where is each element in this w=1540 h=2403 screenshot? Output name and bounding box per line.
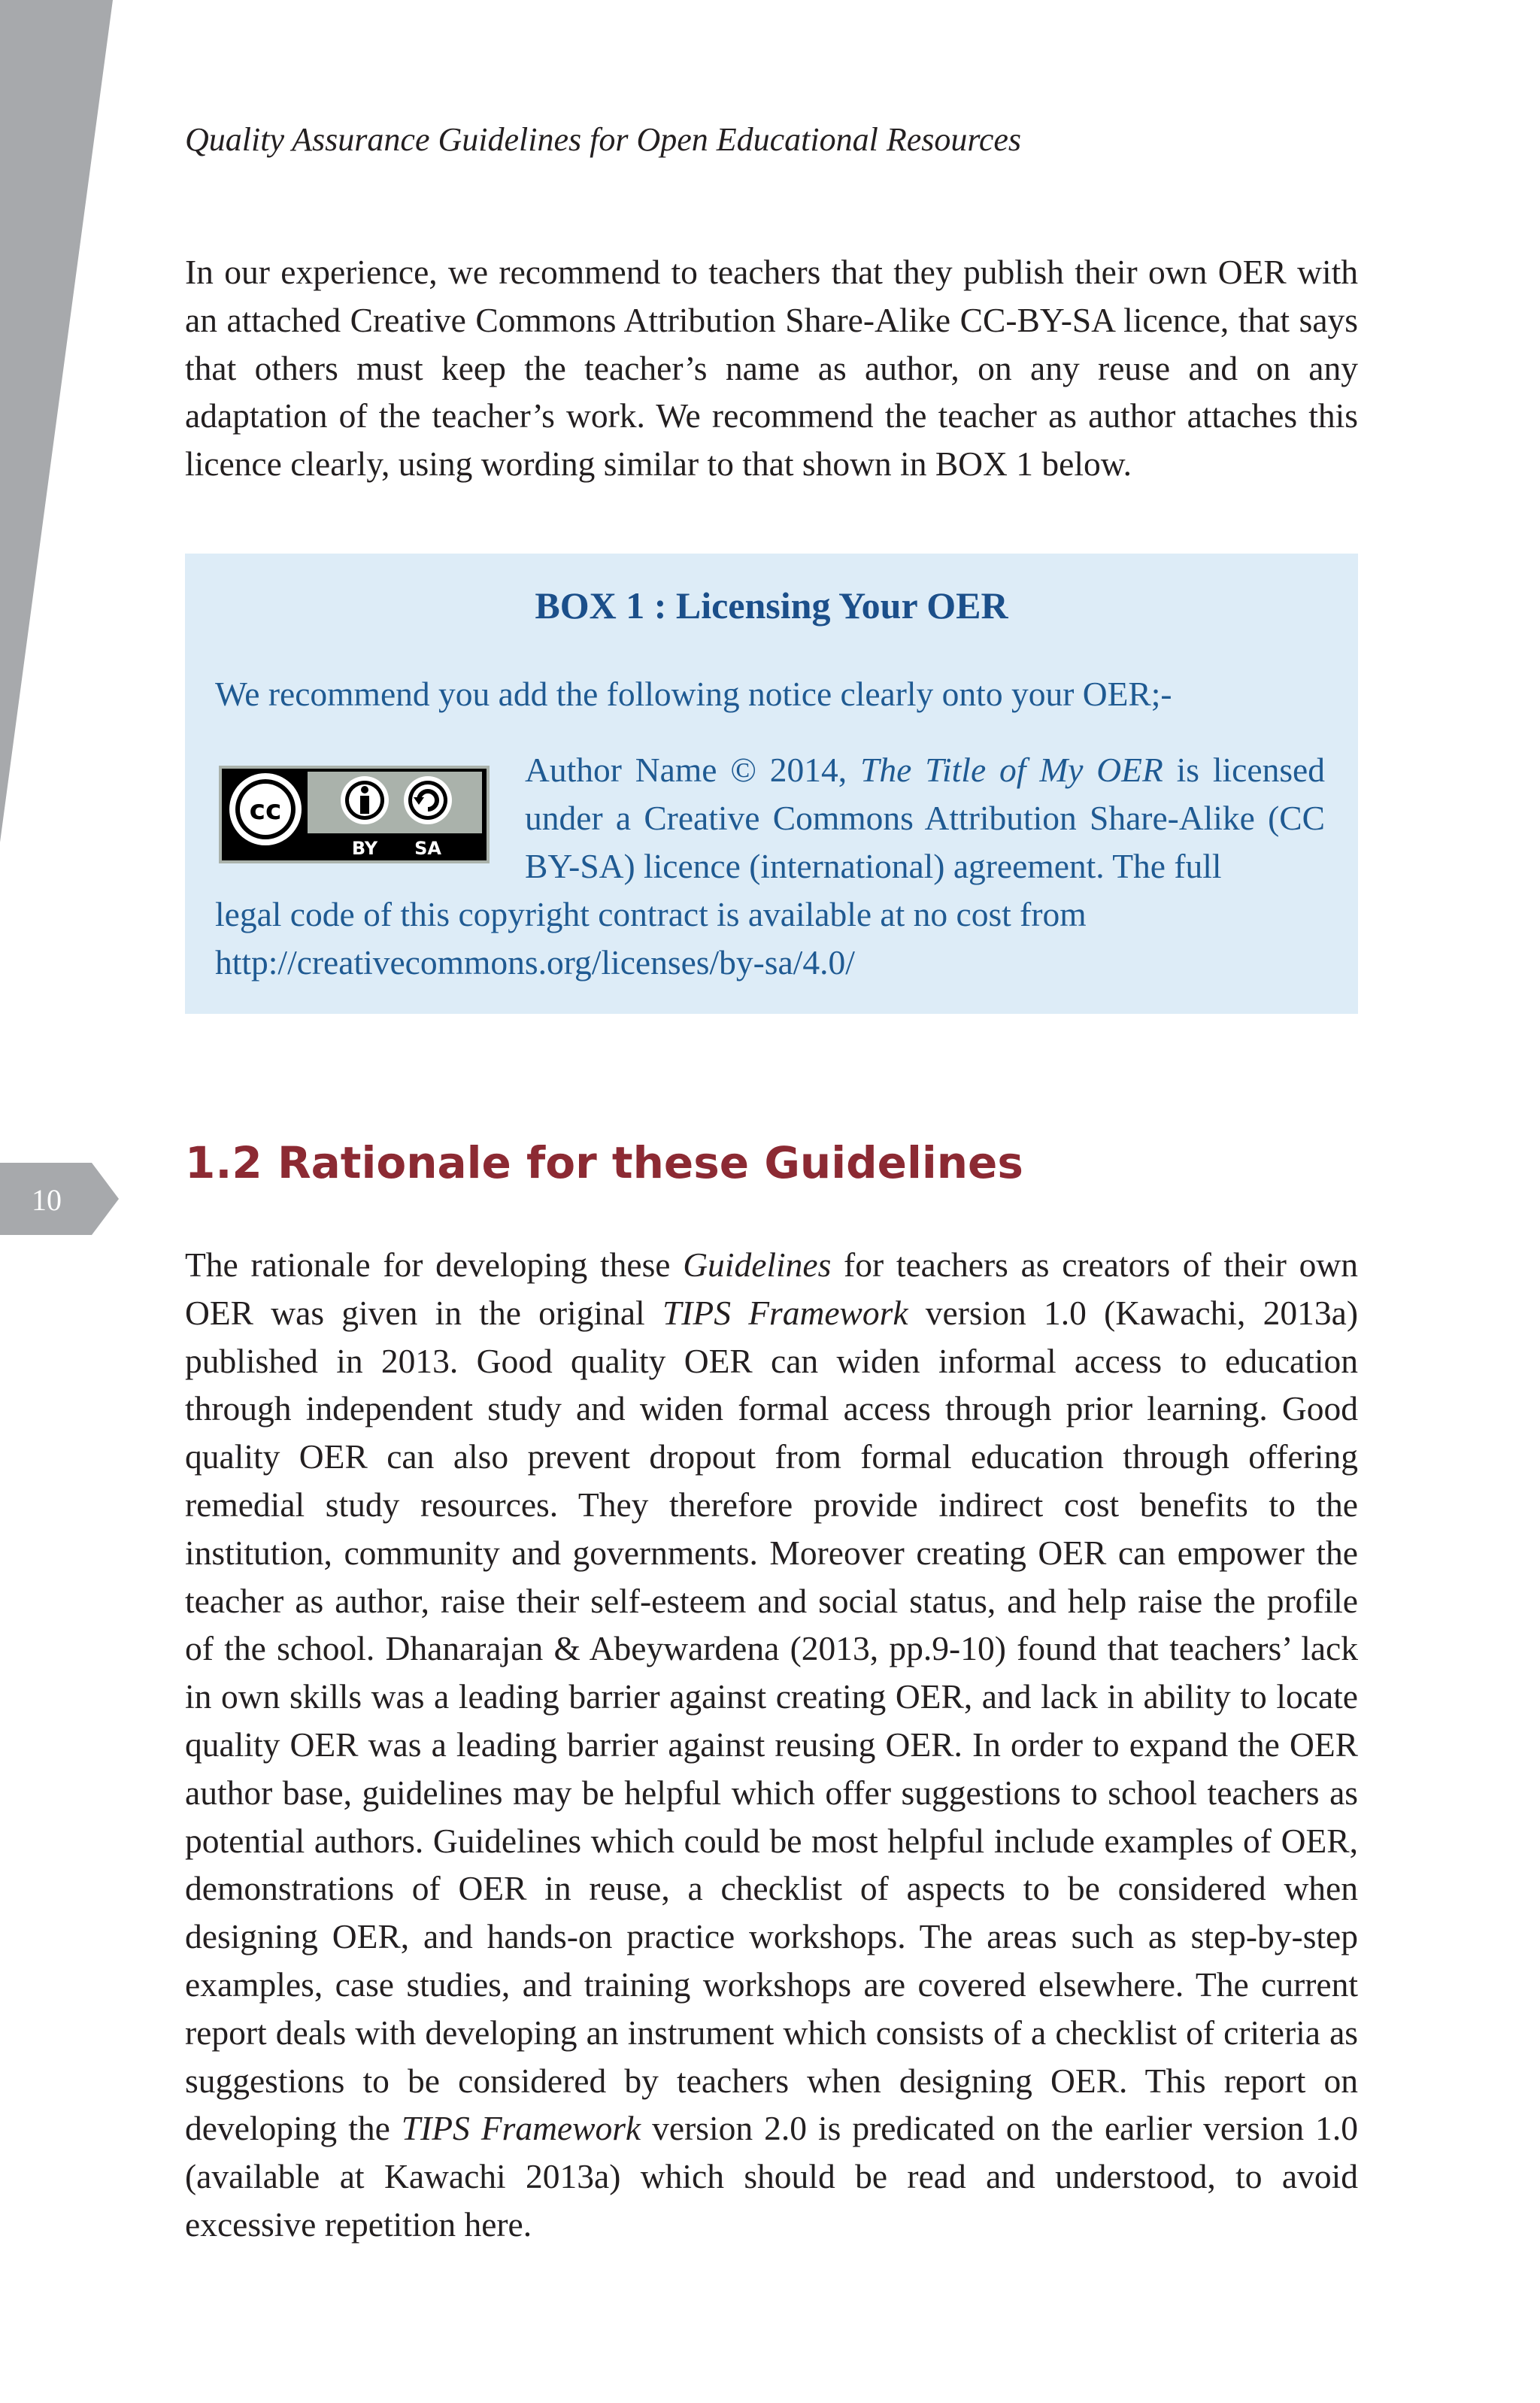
box-1-licensing xyxy=(185,554,1358,1014)
rationale-text: The rationale for developing these xyxy=(185,1245,684,1284)
cc-by-sa-badge-icon xyxy=(219,766,490,863)
sa-text: SA xyxy=(414,838,441,859)
rationale-italic: TIPS Framework xyxy=(662,1293,908,1332)
page-number: 10 xyxy=(32,1183,62,1217)
box-title: BOX 1 : Licensing Your OER xyxy=(535,584,1008,627)
intro-paragraph: In our experience, we recommend to teachers that they publish their own OER with an attached Creative Commons Attribution Share-Alike CC-BY-SA licence, that says that others must keep the teacher’s name as author, on any reuse and on any adaptation of the teacher’s work. We recommend the teacher as author attaches this licence clearly, using wording similar to that shown in BOX 1 below. xyxy=(185,253,1358,484)
rationale-text: version 2.0 is predicated on the earlier version 1.0 (available at Kawachi 2013a) which should be read and understood, to avoid excessive repetition here. xyxy=(185,2109,1358,2244)
license-notice-continued: legal code of this copyright contract is available at no cost from http://creativecommons.org/licenses/by-sa/4.0/ xyxy=(215,895,1087,982)
license-notice xyxy=(525,746,1325,890)
notice-author: Author Name © 2014, xyxy=(525,751,861,789)
cc-text: cc xyxy=(249,795,282,826)
box-lead: We recommend you add the following notice clearly onto your OER;- xyxy=(215,675,1172,713)
running-head: Quality Assurance Guidelines for Open Educational Resources xyxy=(185,121,1022,158)
notice-oer-title: The Title of My OER xyxy=(860,751,1163,789)
side-band-decoration xyxy=(0,0,113,842)
rationale-paragraph xyxy=(185,1241,1358,2249)
by-text: BY xyxy=(351,838,378,859)
rationale-text: for teachers as creators of their own OER was given in the original xyxy=(185,1245,1358,1332)
section-heading: 1.2 Rationale for these Guidelines xyxy=(185,1137,1023,1188)
rationale-italic: Guidelines xyxy=(683,1245,832,1284)
notice-license-text: is licensed under a Creative Commons Attribution Share-Alike (CC BY-SA) licence (international) agreement. The full xyxy=(525,751,1325,885)
rationale-italic: TIPS Framework xyxy=(401,2109,641,2148)
rationale-text: version 1.0 (Kawachi, 2013a) published in 2013. Good quality OER can widen informal access to education through independent study and widen formal access through prior learning. Good quality OER can also prevent dropout from formal education through offering remedial study resources. They therefore provide indirect cost benefits to the institution, community and governments. Moreover creating OER can empower the teacher as author, raise their self-esteem and social status, and help raise the profile of the school. Dhanarajan & Abeywardena (2013, pp.9-10) found that teachers’ lack in own skills was a leading barrier against creating OER, and lack in ability to locate quality OER was a leading barrier against reusing OER. In order to expand the OER author base, guidelines may be helpful which offer suggestions to school teachers as potential authors. Guidelines which could be most helpful include examples of OER, demonstrations of OER in reuse, a checklist of aspects to be considered when designing OER, and hands-on practice workshops. The areas such as step-by-step examples, case studies, and training workshops are covered elsewhere. The current report deals with developing an instrument which consists of a checklist of criteria as suggestions to be considered by teachers when designing OER. This report on developing the xyxy=(185,1293,1358,2148)
